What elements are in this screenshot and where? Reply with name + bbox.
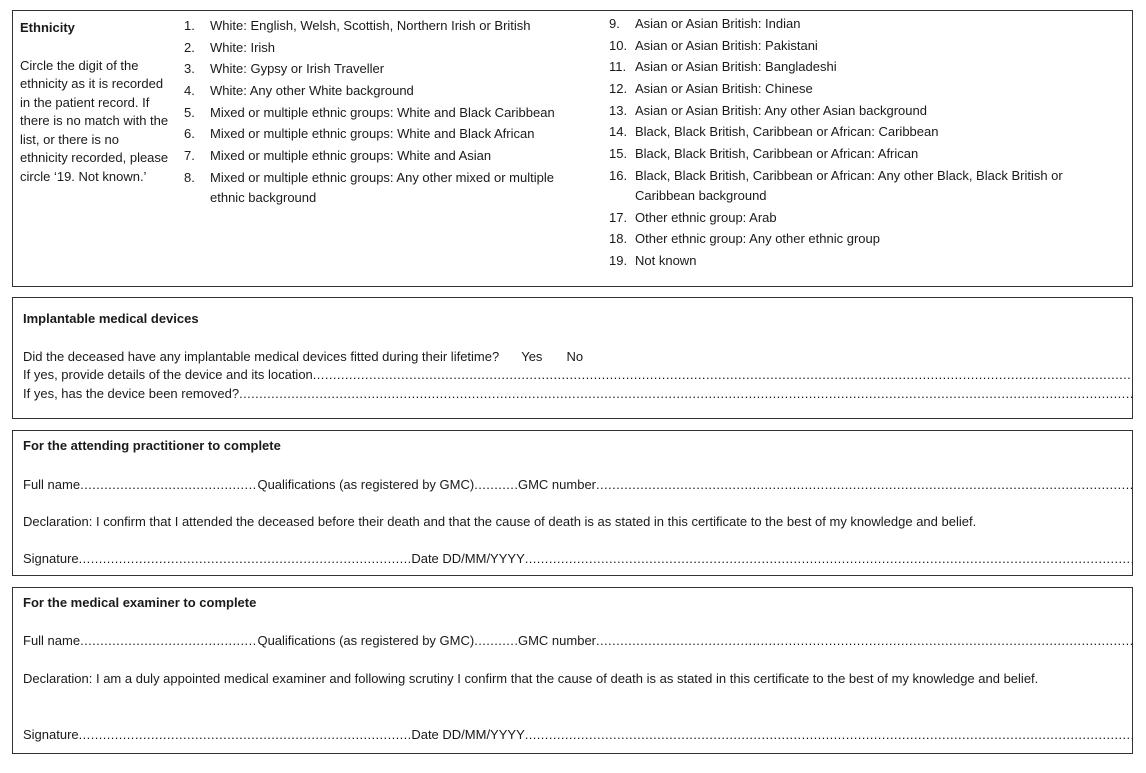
device-details-label: If yes, provide details of the device and its location: [23, 367, 313, 382]
implant-section: [12, 297, 1133, 419]
ethnicity-option[interactable]: 10. Asian or Asian British: Pakistani: [609, 37, 818, 53]
no-option[interactable]: No: [566, 349, 584, 364]
implant-title: Implantable medical devices: [23, 311, 199, 326]
ethnicity-option[interactable]: 14. Black, Black British, Caribbean or African: Caribbean: [609, 124, 939, 140]
ethnicity-option[interactable]: 6. Mixed or multiple ethnic groups: White and Black African: [184, 126, 535, 142]
device-removed-label: If yes, has the device been removed?: [23, 386, 240, 401]
ethnicity-option[interactable]: 1. White: English, Welsh, Scottish, Northern Irish or British: [184, 18, 531, 33]
signature-label: Signature: [23, 727, 79, 742]
attending-signature-row: [23, 550, 1132, 568]
ethnicity-list-col1: [184, 16, 574, 210]
ethnicity-option[interactable]: 13. Asian or Asian British: Any other Asian background: [609, 102, 927, 118]
signature-field[interactable]: [79, 550, 412, 568]
date-label: Date DD/MM/YYYY: [411, 551, 525, 566]
device-details-field[interactable]: [23, 366, 1132, 384]
ethnicity-option[interactable]: 17. Other ethnic group: Arab: [609, 209, 777, 225]
ethnicity-list-col2: [609, 14, 1109, 273]
gmc-number-label: GMC number: [517, 477, 597, 492]
ethnicity-option[interactable]: 7. Mixed or multiple ethnic groups: White and Asian: [184, 148, 492, 164]
date-field[interactable]: [525, 550, 1132, 568]
ethnicity-option[interactable]: 16. Black, Black British, Caribbean or African: Any other Black, Black British or Caribbean background: [609, 167, 1063, 203]
full-name-label: Full name: [23, 477, 81, 492]
medical-examiner-section: [12, 587, 1133, 754]
ethnicity-section: [12, 10, 1133, 287]
ethnicity-option[interactable]: 12. Asian or Asian British: Chinese: [609, 81, 813, 97]
attending-title: For the attending practitioner to complete: [23, 438, 281, 453]
ethnicity-option[interactable]: 2. White: Irish: [184, 39, 276, 55]
full-name-field[interactable]: [80, 632, 257, 650]
device-details-dotted-line[interactable]: [313, 366, 1132, 384]
ethnicity-instructions: [20, 19, 170, 186]
examiner-title: For the medical examiner to complete: [23, 595, 257, 610]
qualifications-label: Qualifications (as registered by GMC): [257, 477, 475, 492]
device-removed-dotted-line[interactable]: [239, 385, 1132, 403]
qualifications-field[interactable]: [474, 632, 518, 650]
gmc-number-label: GMC number: [517, 633, 597, 648]
full-name-label: Full name: [23, 633, 81, 648]
implant-question: Did the deceased have any implantable medical devices fitted during their lifetime?: [23, 349, 500, 364]
ethnicity-option[interactable]: 3. White: Gypsy or Irish Traveller: [184, 61, 385, 77]
examiner-signature-row: [23, 726, 1132, 744]
attending-practitioner-section: [12, 430, 1133, 576]
gmc-number-field[interactable]: [596, 632, 1132, 650]
ethnicity-option[interactable]: 9. Asian or Asian British: Indian: [609, 16, 801, 31]
ethnicity-option[interactable]: 19. Not known: [609, 252, 697, 268]
ethnicity-option[interactable]: 4. White: Any other White background: [184, 83, 414, 99]
date-field[interactable]: [525, 726, 1132, 744]
date-label: Date DD/MM/YYYY: [411, 727, 525, 742]
full-name-field[interactable]: [80, 476, 257, 494]
gmc-number-field[interactable]: [596, 476, 1132, 494]
ethnicity-instruction-text: Circle the digit of the ethnicity as it is recorded in the patient record. If there is no match with the list, or there is no ethnicity recorded, please circle ‘19. Not known.’: [20, 57, 169, 184]
attending-name-row: [23, 476, 1132, 494]
signature-label: Signature: [23, 551, 79, 566]
ethnicity-option[interactable]: 11. Asian or Asian British: Bangladeshi: [609, 59, 837, 75]
ethnicity-title: Ethnicity: [20, 20, 75, 35]
yes-option[interactable]: Yes: [521, 349, 543, 364]
device-removed-field[interactable]: [23, 385, 1132, 403]
implant-question-row: [23, 348, 1132, 366]
ethnicity-option[interactable]: 15. Black, Black British, Caribbean or African: African: [609, 146, 919, 162]
qualifications-label: Qualifications (as registered by GMC): [257, 633, 475, 648]
signature-field[interactable]: [79, 726, 412, 744]
ethnicity-option[interactable]: 18. Other ethnic group: Any other ethnic group: [609, 231, 880, 247]
qualifications-field[interactable]: [474, 476, 518, 494]
examiner-declaration: Declaration: I am a duly appointed medical examiner and following scrutiny I confirm that the cause of death is as stated in this certificate to the best of my knowledge and belief.: [23, 671, 1039, 686]
ethnicity-option[interactable]: 8. Mixed or multiple ethnic groups: Any other mixed or multiple ethnic background: [184, 169, 554, 205]
examiner-name-row: [23, 632, 1132, 650]
attending-declaration: Declaration: I confirm that I attended the deceased before their death and that the cause of death is as stated in this certificate to the best of my knowledge and belief.: [23, 514, 977, 529]
ethnicity-option[interactable]: 5. Mixed or multiple ethnic groups: White and Black Caribbean: [184, 104, 555, 120]
